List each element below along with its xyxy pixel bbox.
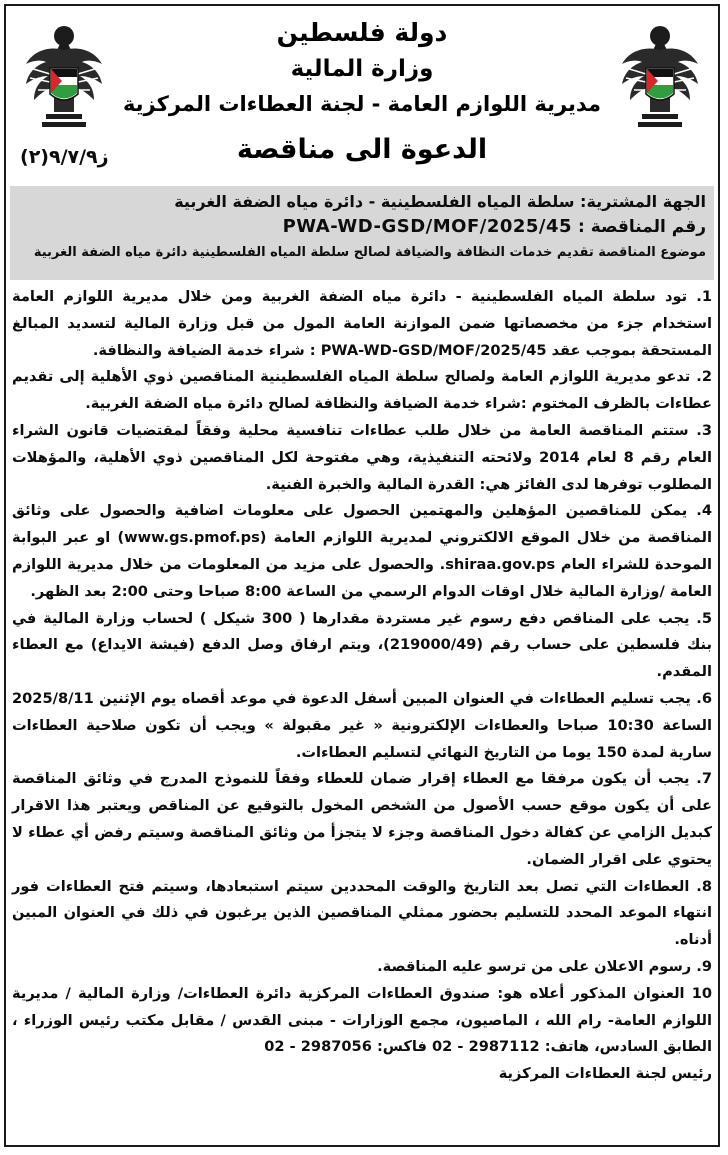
condition-item: 2. تدعو مديرية اللوازم العامة ولصالح سلطة المياه الفلسطينية المناقصين ذوي الأهلية إلى تقديم عطاءات بالظرف المختوم :شراء خدمة الضيافة والنظافة لصالح دائرة مياه الضفة الغربية. [12,368,712,413]
condition-item: 9. رسوم الاعلان على من ترسو عليه المناقصة. [377,957,712,975]
reference-code: ز٩/٧/٩(٢) [20,146,109,168]
condition-item: 7. يجب أن يكون مرفقا مع العطاء إقرار ضمان للعطاء وفقاً للنموذج المدرج في وثائق المناقصة على أن يكون موقع حسب الأصول من الشخص المخول بالتوقيع عن المناقص ويعتبر هذا الاقرار كبديل الزامي عن كفالة دخول المناقصة وجزء لا يتجزأ من وثائق المناقصة وسيتم رفض أي عطاء لا يحتوي على اقرار الضمان. [12,770,712,868]
condition-item: 3. ستتم المناقصة العامة من خلال طلب عطاءات تنافسية محلية وفقاً لمقتضيات قانون الشراء العام رقم 8 لعام 2014 ولائحته التنفيذية، وهي مفتوحة لكل المناقصين ذوي الأهلية، والمؤهلات المطلوب توفرها لدى الفائز هي: القدرة المالية والخبرة الفنية. [12,421,712,493]
signature: رئيس لجنة العطاءات المركزية [498,1065,712,1083]
condition-item: 10 العنوان المذكور أعلاه هو: صندوق العطاءات المركزية دائرة العطاءات/ وزارة المالية / مديرية اللوازم العامة- رام الله ، الماصيون، مجمع الوزارات - مبنى القدس / مقابل مكتب رئيس الوزراء ، الطابق السادس، هاتف: 2987112 - 02 فاكس: 2987056 - 02 [12,984,712,1056]
advertisement-frame [4,4,720,1147]
tender-number-label: رقم المناقصة : [577,217,706,237]
condition-item: 4. يمكن للمناقصين المؤهلين والمهتمين الحصول على معلومات اضافية والحصول على وثائق المناقصة من خلال الموقع الالكتروني لمديرية اللوازم العامة (www.gs.pmof.ps) او عبر البوابة الموحدة للشراء العام shiraa.gov.ps. والحصول على مزيد من المعلومات من خلال مديرية اللوازم العامة /وزارة المالية خلال اوقات الدوام الرسمي من الساعة 8:00 صباحا وحتى 2:00 بعد الظهر. [12,502,712,600]
condition-item: 5. يجب على المناقص دفع رسوم غير مستردة مقدارها ( 300 شيكل ) لحساب وزارة المالية في بنك فلسطين على حساب رقم (219000/49)، ويتم ارفاق وصل الدفع (فيشة الايداع) مع العطاء المقدم. [12,609,712,681]
state-title: دولة فلسطين [276,18,448,47]
eagle-emblem-icon [20,16,108,134]
condition-item: 6. يجب تسليم العطاءات في العنوان المبين أسفل الدعوة في موعد أقصاه يوم الإثنين 2025/8/11 الساعة 10:30 صباحا والعطاءات الإلكترونية « غير مقبولة » ويجب أن تكون صلاحية العطاءات سارية لمدة 150 يوما من التاريخ النهائي لتسليم العطاءات. [12,689,712,761]
tender-number-line [18,214,706,240]
invitation-heading: الدعوة الى مناقصة [236,134,488,165]
department-title: مديرية اللوازم العامة - لجنة العطاءات المركزية [122,92,602,116]
condition-item: 1. تود سلطة المياه الفلسطينية - دائرة مياه الضفة الغربية ومن خلال مديرية اللوازم العامة استخدام جزء من مخصصاتها ضمن الموازنة العامة المول من قبل وزارة المالية لتسديد المبالغ المستحقة بموجب عقد PWA-WD-GSD/MOF/2025/45 : شراء خدمة الضيافة والنظافة. [12,288,712,359]
palestine-emblem-right [616,16,704,134]
subject-line: موضوع المناقصة تقديم خدمات النظافة والضيافة لصالح سلطة المياه الفلسطينية دائرة مياه الضفة الغربية [33,245,706,260]
palestine-emblem-left [20,16,108,134]
eagle-emblem-icon [616,16,704,134]
tender-number: PWA-WD-GSD/MOF/2025/45 [282,216,573,237]
ministry-title: وزارة المالية [290,56,434,82]
tender-info-box [10,186,714,280]
tender-conditions [12,284,712,1088]
condition-item: 8. العطاءات التي تصل بعد التاريخ والوقت المحددين سيتم استبعادها، وسيتم فتح العطاءات فور انتهاء الموعد المحدد للتسليم بحضور ممثلي المناقصين الذين يرغبون في ذلك في العنوان المبين أدناه. [12,877,712,949]
buyer-line: الجهة المشترية: سلطة المياه الفلسطينية - دائرة مياه الضفة الغربية [174,192,706,211]
